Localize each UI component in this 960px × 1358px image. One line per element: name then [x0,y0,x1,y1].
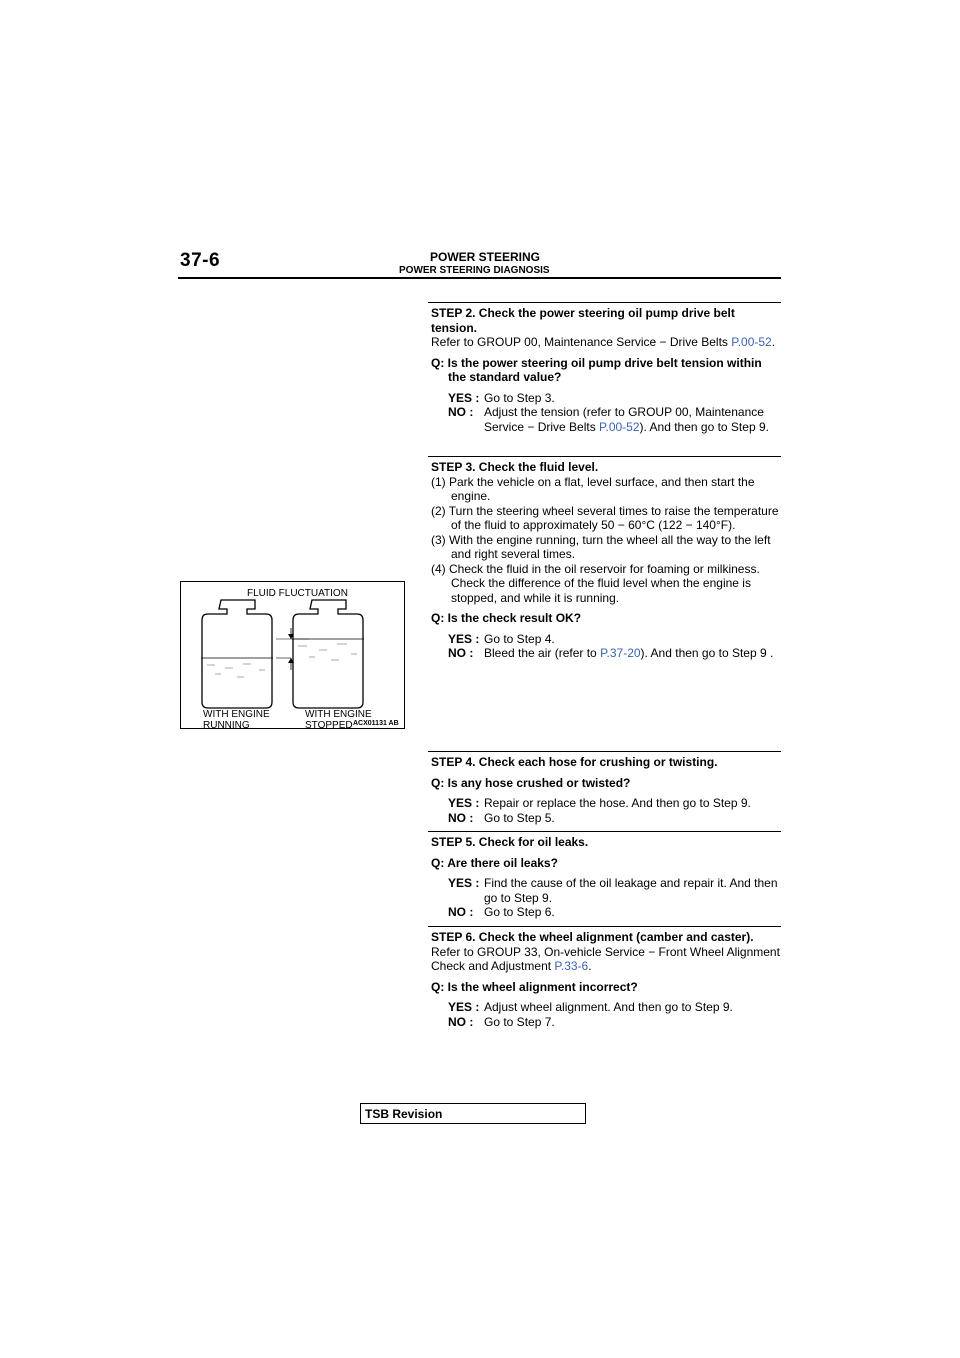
step-3-no [448,646,783,661]
step-4 [431,755,783,825]
step-6-ref-link[interactable]: P.33-6 [554,959,589,973]
step-3-item-1: (1) Park the vehicle on a flat, level surface, and then start the engine. [431,474,755,503]
step-4-rule [428,751,781,752]
figure-caption: FLUID FLUCTUATION [247,588,348,599]
step-2-ref-text: Refer to GROUP 00, Maintenance Service − Drive Belts [431,335,732,349]
step-6-ref-text: Refer to GROUP 33, On-vehicle Service − Front Wheel Alignment Check and Adjustment [431,944,780,973]
step-2 [431,306,783,434]
no-key: NO : [448,905,474,919]
no-key: NO : [448,405,474,419]
step-6-yes [448,1000,783,1015]
step-6-rule [428,926,781,927]
step-2-yes [448,391,783,406]
step-6-question: Q: Is the wheel alignment incorrect? [431,979,638,994]
no-key: NO : [448,810,474,825]
no-text: Go to Step 5. [484,810,555,825]
step-2-title: STEP 2. Check the power steering oil pump drive belt tension. [431,306,735,335]
step-6-ref-end: . [588,959,592,973]
no-text [484,646,783,661]
yes-text: Adjust wheel alignment. And then go to Step 9. [484,1000,733,1014]
step-3-item-2: (2) Turn the steering wheel several times to raise the temperature of the fluid to approximately 50 − 60°C (122 − 140°F). [431,503,779,532]
step-3-item-4: (4) Check the fluid in the oil reservoir for foaming or milkiness. Check the difference of the fluid level when the engine is stopped, and while it is running. [431,561,760,605]
no-key: NO : [448,1014,474,1029]
step-4-question: Q: Is any hose crushed or twisted? [431,775,631,790]
step-3-no-link[interactable]: P.37-20 [600,646,641,660]
no-text-a: Adjust the tension (refer to GROUP 00, Maintenance Service − Drive Belts [484,405,764,434]
fluid-fluctuation-figure [180,581,405,729]
step-5 [431,835,783,920]
no-text-a: Bleed the air (refer to [484,646,601,660]
step-3-rule [428,456,781,457]
header-rule [178,277,781,279]
yes-key: YES : [448,631,480,646]
step-4-yes [448,796,783,811]
step-4-no [448,811,783,826]
step-6 [431,930,783,1029]
no-text-b: ). And then go to Step 9. [639,419,769,434]
no-text: Go to Step 6. [484,905,555,919]
label-engine-stopped: WITH ENGINE STOPPED [305,709,372,731]
yes-text: Find the cause of the oil leakage and repair it. And then go to Step 9. [484,876,778,905]
yes-text: Repair or replace the hose. And then go to Step 9. [484,796,751,810]
yes-text: Go to Step 3. [484,390,555,405]
no-text-b: ). And then go to Step 9 . [640,646,774,660]
yes-text: Go to Step 4. [484,631,555,646]
step-3-yes [448,632,783,647]
tsb-revision-box: TSB Revision [360,1103,586,1124]
step-5-title: STEP 5. Check for oil leaks. [431,835,589,849]
step-5-question: Q: Are there oil leaks? [431,855,558,870]
step-2-no [448,405,783,434]
yes-key: YES : [448,796,480,810]
reservoir-illustration [181,582,404,728]
section-title: POWER STEERING [430,250,541,264]
step-3-question: Q: Is the check result OK? [431,611,582,625]
no-text: Go to Step 7. [484,1014,555,1029]
page-number: 37-6 [180,250,221,271]
step-2-rule [428,302,781,303]
label-engine-running: WITH ENGINE RUNNING [203,709,270,731]
no-text [484,405,783,434]
no-key: NO : [448,646,474,660]
step-5-rule [428,831,781,832]
step-2-reference [431,335,783,350]
step-2-ref-end: . [771,335,776,349]
step-3-title: STEP 3. Check the fluid level. [431,460,599,474]
step-2-ref-link[interactable]: P.00-52 [731,335,772,349]
section-subtitle: POWER STEERING DIAGNOSIS [399,265,550,276]
step-6-reference [431,945,783,974]
step-5-no [448,905,783,920]
figure-code: ACX01131 AB [353,720,399,727]
step-4-title: STEP 4. Check each hose for crushing or twisting. [431,755,718,769]
yes-key: YES : [448,1000,480,1014]
step-3-item-3: (3) With the engine running, turn the wheel all the way to the left and right several times. [431,532,771,561]
step-6-no [448,1015,783,1030]
step-3 [431,460,783,661]
yes-key: YES : [448,876,480,890]
step-2-question: Q: Is the power steering oil pump drive belt tension within the standard value? [431,355,762,384]
step-5-yes [448,876,783,905]
step-6-title: STEP 6. Check the wheel alignment (camber and caster). [431,930,754,944]
yes-key: YES : [448,390,480,405]
step-2-no-link[interactable]: P.00-52 [599,419,640,434]
